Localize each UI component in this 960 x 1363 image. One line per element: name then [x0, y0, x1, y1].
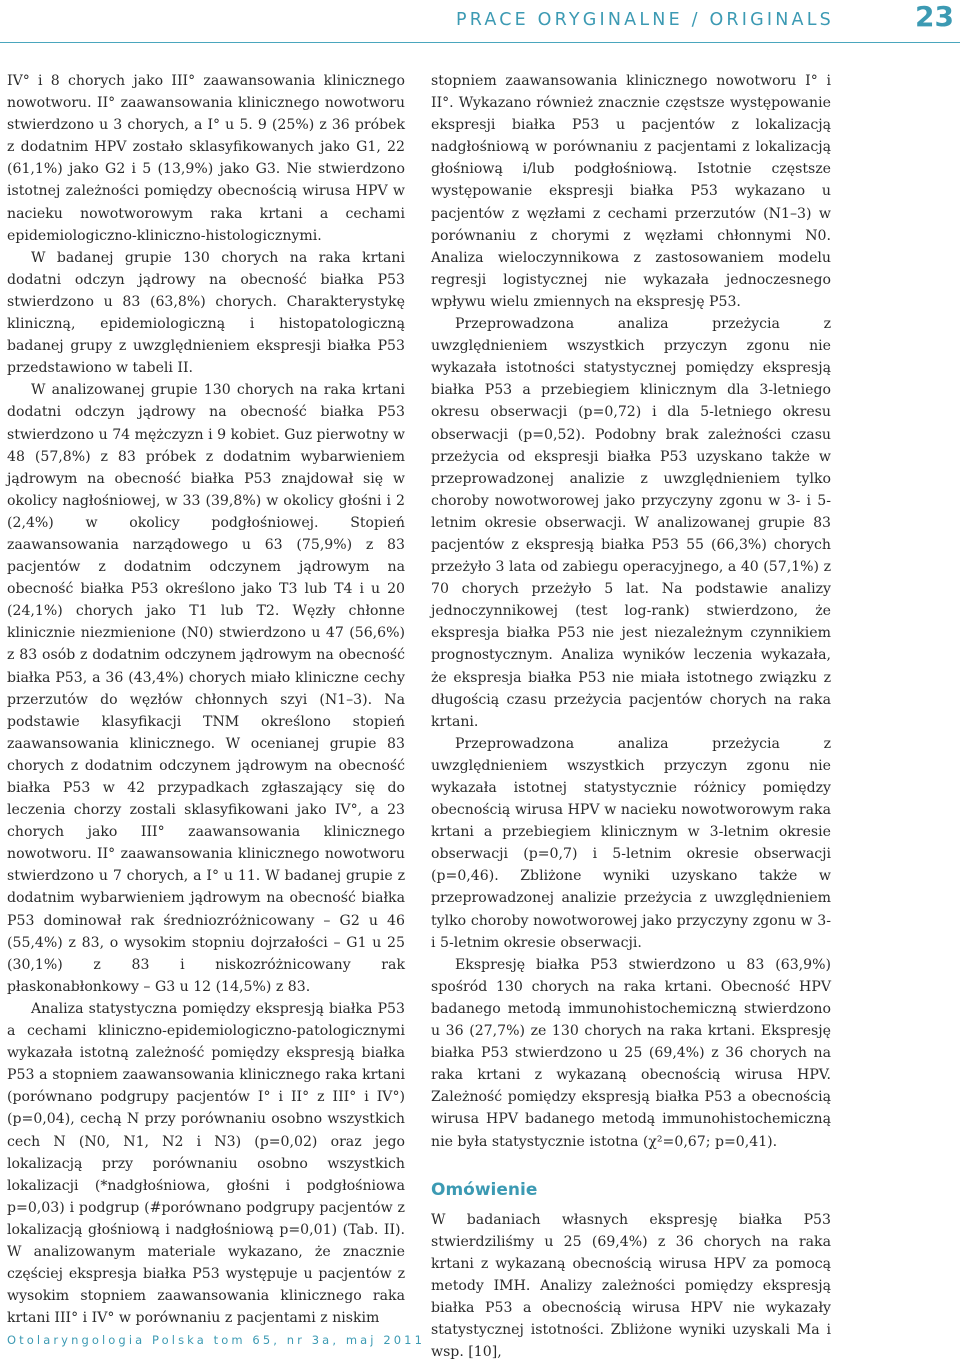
paragraph: W badaniach własnych ekspresję białka P53 stwierdziliśmy u 25 (69,4%) z 36 chorych na raka krtani z wykazaną obecnością wirusa HPV za pomocą metody IMH. Analizy zależności pomiędzy ekspresją białka P53 a obecnością wirusa HPV nie wykazały statystycznej istotności. Zbliżone wyniki uzyskali Ma i wsp. [10], — [431, 1211, 831, 1361]
section-label: PRACE ORYGINALNE / ORIGINALS — [455, 10, 834, 30]
paragraph: Ekspresję białka P53 stwierdzono u 83 (63,9%) spośród 130 chorych na raka krtani. Obecność HPV badanego metodą immunohistochemiczną stwierdzono u 36 (27,7%) ze 130 chorych na raka krtani. Ekspresję białka P53 stwierdzono u 25 (69,4%) z 36 chorych na raka krtani z wykazaną obecnością wirusa HPV. Zależność pomiędzy ekspresją białka P53 a obecnością wirusa HPV badanego metodą immunohistochemiczną nie była statystycznie istotna (χ²=0,67; p=0,41). — [431, 956, 831, 1150]
section-heading: Omówienie — [431, 1179, 538, 1200]
page-header — [0, 0, 960, 43]
paragraph: W analizowanej grupie 130 chorych na raka krtani dodatni odczyn jądrowy na obecność białka P53 stwierdzono u 74 mężczyzn i 9 kobiet. Guz pierwotny w 48 (57,8%) z 83 próbek z dodatnim wybarwieniem jądrowym na obecność białka P53 znajdował się w okolicy nagłośniowej, w 33 (39,8%) w okolicy głośni i 2 (2,4%) w okolicy podgłośniowej. Stopień zaawansowania narządowego u 63 (75,9%) z 83 pacjentów z dodatnim odczynem jądrowym na obecność białka P53 określono jako T3 lub T4 i u 20 (24,1%) chorych jako T1 lub T2. Węzły chłonne klinicznie niezmienione (N0) stwierdzono u 47 (56,6%) z 83 osób z dodatnim odczynem jądrowym na obecność białka P53, a 36 (43,4%) chorych miało kliniczne cechy przerzutów do węzłów chłonnych szyi (N1–3). Na podstawie klasyfikacji TNM określono stopień zaawansowania klinicznego. W ocenianej grupie 83 chorych z dodatnim odczynem jądrowym na obecność białka P53 w 42 przypadkach zgłaszający się do leczenia chorzy zostali sklasyfikowani jako IV°, a 23 chorych jako III° zaawansowania klinicznego nowotworu. II° zaawansowania klinicznego nowotworu stwierdzono u 7 chorych, a I° u 11. W badanej grupie z dodatnim wybarwieniem jądrowym na obecność białka P53 dominował rak średniozróżnicowany – G2 u 46 (55,4%) z 83, o wysokim stopniu dojrzałości – G1 u 25 (30,1%) z 83 i niskozróżnicowany rak płaskonabłonkowy – G3 u 12 (14,5%) z 83. — [7, 382, 405, 995]
paragraph: Przeprowadzona analiza przeżycia z uwzględnieniem wszystkich przyczyn zgonu nie wykazała istotności statystycznej pomiędzy ekspresją białka P53 a przebiegiem klinicznym dla 3-letniego okresu obserwacji (p=0,72) i dla 5-letniego okresu obserwacji (p=0,52). Podobny brak zależności czasu przeżycia od ekspresji białka P53 uzyskano także w przeprowadzonej analizie z uwzględnieniem tylko choroby nowotworowej jako przyczyny zgonu w 3- i 5-letnim okresie obserwacji. W analizowanej grupie 83 pacjentów z ekspresją białka P53 55 (66,3%) chorych przeżyło 3 lata od zabiegu operacyjnego, a 40 (57,1%) z 70 chorych przeżyło 5 lat. Na podstawie analizy jednoczynnikowej (test log-rank) stwierdzono, że ekspresja białka P53 nie jest niezależnym czynnikiem prognostycznym. Analiza wyników leczenia wykazała, że ekspresja białka P53 nie miała istotnego związku z długością czasu przeżycia pacjentów chorych na raka krtani. — [431, 316, 831, 730]
right-column — [431, 70, 831, 1363]
paragraph: Przeprowadzona analiza przeżycia z uwzględnieniem wszystkich przyczyn zgonu nie wykazała istotnej statystycznie różnicy pomiędzy obecnością wirusa HPV w nacieku nowotworowym raka krtani a przebiegiem klinicznym w 3-letnim okresie obserwacji (p=0,7) i 5-letnim okresie obserwacji (p=0,46). Zbliżone wyniki uzyskano także w przeprowadzonej analizie przeżycia z uwzględnieniem tylko choroby nowotworowej jako przyczyny zgonu w 3- i 5-letnim okresie obserwacji. — [431, 735, 831, 951]
paragraph: Analiza statystyczna pomiędzy ekspresją białka P53 a cechami kliniczno-epidemiologiczno-patologicznymi wykazała istotną zależność pomiędzy ekspresją białka P53 a stopniem zaawansowania klinicznego raka krtani (porównano podgrupy pacjentów I° i II° z III° i IV°) (p=0,04), cechą N przy porównaniu osobno wszystkich cech N (N0, N1, N2 i N3) (p=0,02) oraz jego lokalizacją przy porównaniu osobno wszystkich lokalizacji (*nadgłośniowa, głośni i podgłośniowa p=0,03) i podgrup (#porównano podgrupy pacjentów z lokalizacją głośniową i nadgłośniową p=0,01) (Tab. II). W analizowanym materiale wykazano, że znacznie częściej ekspresja białka P53 występuje u pacjentów z wysokim stopniem zaawansowania klinicznego raka krtani III° i IV° w porównaniu z pacjentami z niskim — [7, 1000, 405, 1327]
paragraph: IV° i 8 chorych jako III° zaawansowania klinicznego nowotworu. II° zaawansowania klinicznego nowotworu stwierdzono u 3 chorych, a I° u 5. 9 (25%) z 36 próbek z dodatnim HPV zostało sklasyfikowanych jako G1, 22 (61,1%) jako G2 i 5 (13,9%) jako G3. Nie stwierdzono istotnej zależności pomiędzy obecnością wirusa HPV w nacieku nowotworowym raka krtani a cechami epidemiologiczno-kliniczno-histologicznymi. — [7, 73, 405, 244]
journal-footer: Otolaryngologia Polska tom 65, nr 3a, maj 2011 — [7, 1333, 425, 1347]
paragraph: W badanej grupie 130 chorych na raka krtani dodatni odczyn jądrowy na obecność białka P53 stwierdzono u 83 (63,8%) chorych. Charakterystykę kliniczną, epidemiologiczną i histopatologiczną badanej grupy z uwzględnieniem ekspresji białka P53 przedstawiono w tabeli II. — [7, 249, 405, 377]
paragraph: stopniem zaawansowania klinicznego nowotworu I° i II°. Wykazano również znacznie częstsze występowanie ekspresji białka P53 u pacjentów z lokalizacją nadgłośniową w porównaniu z pacjentami z lokalizacją głośniową i/lub podgłośniową. Istotnie częstsze występowanie ekspresji białka P53 wykazano u pacjentów z węzłami z cechami przerzutów (N1–3) w porównaniu z chorymi z węzłami chłonnymi N0. Analiza wieloczynnikowa z zastosowaniem modelu regresji logistycznej nie wykazała jednoczesnego wpływu wielu zmiennych na ekspresję P53. — [431, 73, 831, 310]
left-column — [7, 70, 405, 1329]
page-number: 23 — [915, 0, 954, 33]
